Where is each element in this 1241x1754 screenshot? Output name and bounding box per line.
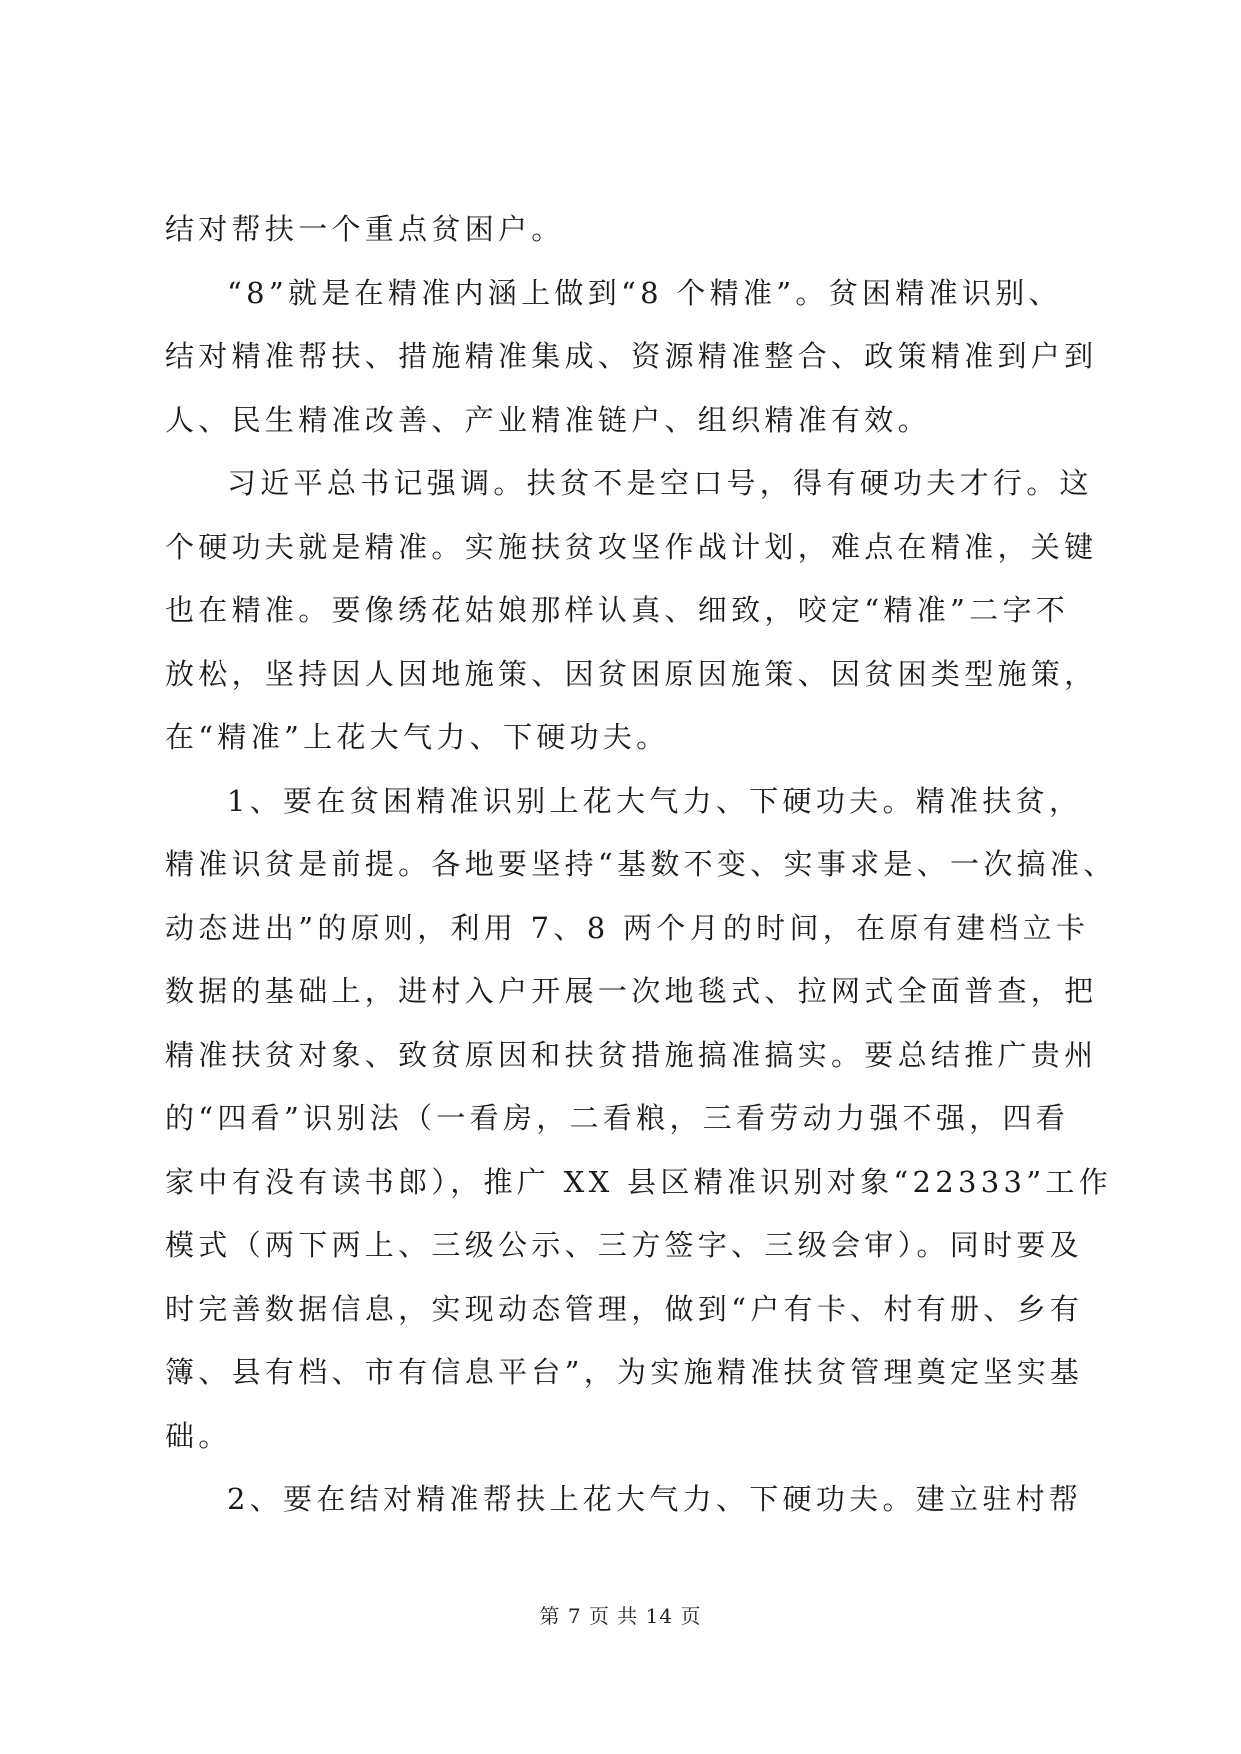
text-line: 习近平总书记强调。扶贫不是空口号，得有硬功夫才行。这 (227, 466, 1093, 500)
text-line: 人、民生精准改善、产业精准链户、组织精准有效。 (165, 402, 931, 437)
text-line: 模式（两下两上、三级公示、三方签字、三级会审）。同时要及 (165, 1228, 1083, 1262)
text-line: 2、要在结对精准帮扶上花大气力、下硬功夫。建立驻村帮 (227, 1482, 1083, 1516)
text-line: 础。 (165, 1418, 232, 1453)
text-line: 精准识贫是前提。各地要坚持“基数不变、实事求是、一次搞准、 (165, 847, 1117, 881)
page-number-footer: 第 7 页 共 14 页 (539, 1604, 702, 1628)
text-line: 也在精准。要像绣花姑娘那样认真、细致，咬定“精准”二字不 (165, 593, 1070, 627)
text-line: 在“精准”上花大气力、下硬功夫。 (165, 720, 670, 754)
text-line: “8”就是在精准内涵上做到“8 个精准”。贫困精准识别、 (227, 275, 1062, 310)
text-line: 放松，坚持因人因地施策、因贫困原因施策、因贫困类型施策， (165, 656, 1098, 691)
text-line: 精准扶贫对象、致贫原因和扶贫措施搞准搞实。要总结推广贵州 (165, 1037, 1098, 1072)
text-line: 结对精准帮扶、措施精准集成、资源精准整合、政策精准到户到 (165, 339, 1098, 373)
text-line: 个硬功夫就是精准。实施扶贫攻坚作战计划，难点在精准，关键 (165, 529, 1098, 564)
text-line: 簿、县有档、市有信息平台”，为实施精准扶贫管理奠定坚实基 (165, 1355, 1084, 1389)
text-line: 数据的基础上，进村入户开展一次地毯式、拉网式全面普查，把 (165, 974, 1098, 1008)
text-line: 时完善数据信息，实现动态管理，做到“户有卡、村有册、乡有 (165, 1291, 1084, 1326)
text-line: 家中有没有读书郎），推广 XX 县区精准识别对象“22333”工作 (165, 1164, 1113, 1199)
document-body (165, 198, 1117, 1532)
text-line: 结对帮扶一个重点贫困户。 (165, 212, 565, 246)
text-line: 的“四看”识别法（一看房，二看粮，三看劳动力强不强，四看 (165, 1101, 1070, 1135)
text-line: 1、要在贫困精准识别上花大气力、下硬功夫。精准扶贫， (227, 783, 1083, 818)
text-line: 动态进出”的原则，利用 7、8 两个月的时间，在原有建档立卡 (165, 910, 1090, 945)
